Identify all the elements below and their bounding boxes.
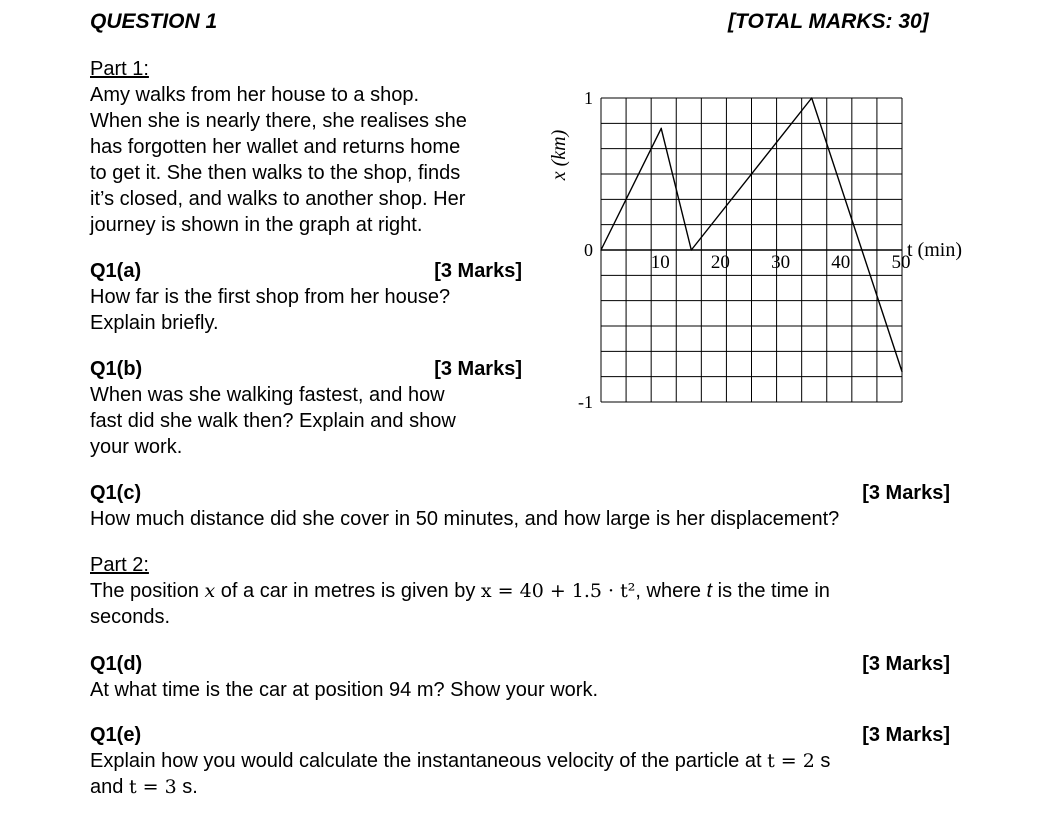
y-axis-label: x (km) <box>548 129 570 181</box>
part2-heading: Part 2: <box>90 554 149 576</box>
q1b-text <box>90 382 530 460</box>
math-expression: t = 2 <box>767 750 815 772</box>
text-run: The position <box>90 580 205 602</box>
q1d-line: At what time is the car at position 94 m? Show your work. <box>90 679 598 701</box>
x-axis-label: t (min) <box>907 239 962 261</box>
text-run: Explain how you would calculate the instantaneous velocity of the particle at <box>90 750 768 772</box>
q1e-line1 <box>90 748 990 774</box>
x-tick-label: 50 <box>891 252 911 273</box>
q1b-line: When was she walking fastest, and how <box>90 384 445 406</box>
q1e-text <box>90 748 990 800</box>
y-tick-label: -1 <box>578 392 593 412</box>
q1d-text <box>90 677 990 703</box>
q1b-marks: [3 Marks] <box>434 358 522 380</box>
text-run: s. <box>176 776 198 798</box>
q1b-line: your work. <box>90 436 183 458</box>
x-tick-label: 30 <box>771 252 791 273</box>
q1c-marks: [3 Marks] <box>862 482 950 504</box>
q1b-line: fast did she walk then? Explain and show <box>90 410 456 432</box>
q1a-text <box>90 284 530 336</box>
text-run: is the time in <box>712 580 830 602</box>
x-tick-label: 20 <box>710 252 730 273</box>
text-run: , where <box>635 580 707 602</box>
journey-segment <box>812 98 902 372</box>
position-equation: x = 40 + 1.5 · t² <box>480 580 636 602</box>
x-tick-label: 10 <box>650 252 670 273</box>
q1a-marks: [3 Marks] <box>434 260 522 282</box>
intro-line: has forgotten her wallet and returns home <box>90 136 461 158</box>
intro-line: it’s closed, and walks to another shop. Her <box>90 188 466 210</box>
q1a-line: How far is the first shop from her house? <box>90 286 451 308</box>
y-tick-label: 0 <box>584 240 593 260</box>
question-title: QUESTION 1 <box>90 10 218 33</box>
journey-segment <box>601 128 661 250</box>
journey-graph <box>535 80 1005 420</box>
math-variable: x <box>204 580 216 602</box>
q1e-line2 <box>90 774 990 800</box>
intro-line: journey is shown in the graph at right. <box>90 214 423 236</box>
q1a-line: Explain briefly. <box>90 312 219 334</box>
q1c-label: Q1(c) <box>90 482 142 504</box>
part1-heading: Part 1: <box>90 58 149 80</box>
q1d-marks: [3 Marks] <box>862 653 950 675</box>
part2-line1 <box>90 578 990 604</box>
total-marks: [TOTAL MARKS: 30] <box>728 10 929 33</box>
intro-line: When she is nearly there, she realises she <box>90 110 467 132</box>
intro-line: Amy walks from her house to a shop. <box>90 84 420 106</box>
x-tick-label: 40 <box>831 252 851 273</box>
q1c-line: How much distance did she cover in 50 minutes, and how large is her displacement? <box>90 508 840 530</box>
part2-text <box>90 578 990 630</box>
q1a-label: Q1(a) <box>90 260 142 282</box>
q1e-marks: [3 Marks] <box>862 724 950 746</box>
q1d-label: Q1(d) <box>90 653 143 675</box>
q1c-text <box>90 506 990 532</box>
q1b-label: Q1(b) <box>90 358 143 380</box>
y-tick-label: 1 <box>584 88 593 108</box>
part1-intro <box>90 82 530 238</box>
part2-line2: seconds. <box>90 606 171 628</box>
text-run: of a car in metres is given by <box>215 580 481 602</box>
q1e-label: Q1(e) <box>90 724 142 746</box>
text-run: s <box>814 750 831 772</box>
math-variable: t <box>706 580 713 602</box>
math-expression: t = 3 <box>128 776 177 798</box>
intro-line: to get it. She then walks to the shop, finds <box>90 162 461 184</box>
text-run: and <box>90 776 129 798</box>
